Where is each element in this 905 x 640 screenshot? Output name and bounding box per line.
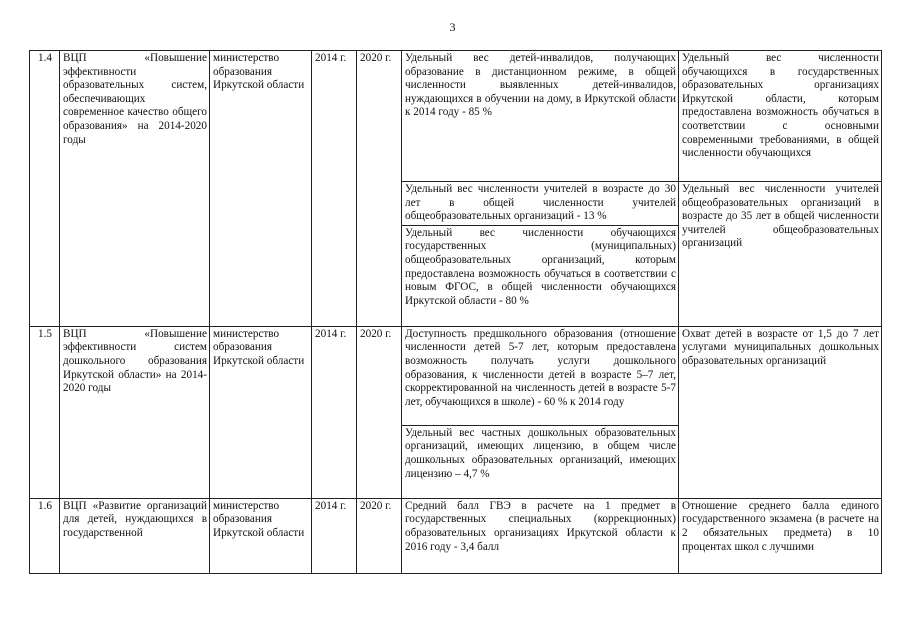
executor: министерство образования Иркутской области: [210, 326, 312, 498]
result-cell: Удельный вес численности учителей общеобразовательных организаций в возрасте до 35 лет в общей численности учителей общеобразовательных организаций: [679, 182, 882, 327]
table-row: [30, 326, 882, 425]
start-year: 2014 г.: [312, 51, 357, 327]
indicator-cell: Средний балл ГВЭ в расчете на 1 предмет в государственных специальных (коррекционных) образовательных организациях Иркутской области к 2016 году - 3,4 балл: [402, 498, 679, 573]
end-year: 2020 г.: [357, 498, 402, 573]
program-name: ВЦП «Повышение эффективности систем дошкольного образования Иркутской области» на 2014-2020 годы: [60, 326, 210, 498]
row-number: 1.5: [30, 326, 60, 498]
indicator-cell: Удельный вес частных дошкольных образовательных организаций, имеющих лицензию, в общем числе дошкольных образовательных организаций, имеющих лицензию – 4,7 %: [402, 425, 679, 498]
indicator-cell: Удельный вес численности обучающихся государственных (муниципальных) общеобразовательных организаций, которым предоставлена возможность обучаться в соответствии с новым ФГОС, в общей численности обучающихся Иркутской области - 80 %: [402, 225, 679, 326]
executor: министерство образования Иркутской области: [210, 498, 312, 573]
program-name: ВЦП «Повышение эффективности образовательных систем, обеспечивающих современное качество общего образования» на 2014-2020 годы: [60, 51, 210, 327]
indicator-cell: Доступность предшкольного образования (отношение численности детей 5-7 лет, которым предоставлена возможность получать услуги дошкольного образования, к численности детей в возрасте 5–7 лет, скорректированной на численность детей в возрасте 5-7 лет, обучающихся в школе) - 60 % к 2014 году: [402, 326, 679, 425]
row-number: 1.6: [30, 498, 60, 573]
table-row: [30, 498, 882, 573]
page-number: 3: [449, 20, 456, 34]
indicator-cell: Удельный вес детей-инвалидов, получающих образование в дистанционном режиме, в общей численности выявленных детей-инвалидов, нуждающихся в обучении на дому, в Иркутской области к 2014 году - 85 %: [402, 51, 679, 182]
start-year: 2014 г.: [312, 326, 357, 498]
table-row: [30, 51, 882, 182]
row-number: 1.4: [30, 51, 60, 327]
program-table: [29, 50, 882, 574]
executor: министерство образования Иркутской области: [210, 51, 312, 327]
indicator-cell: Удельный вес численности учителей в возрасте до 30 лет в общей численности учителей общеобразовательных организаций - 13 %: [402, 182, 679, 226]
result-cell: Отношение среднего балла единого государственного экзамена (в расчете на 2 обязательных предмета) в 10 процентах школ с лучшими: [679, 498, 882, 573]
result-cell: Охват детей в возрасте от 1,5 до 7 лет услугами муниципальных дошкольных образовательных организаций: [679, 326, 882, 498]
end-year: 2020 г.: [357, 326, 402, 498]
start-year: 2014 г.: [312, 498, 357, 573]
end-year: 2020 г.: [357, 51, 402, 327]
result-cell: Удельный вес численности обучающихся в государственных образовательных организациях Иркутской области, которым предоставлена возможность обучаться в соответствии с основными современными требованиями, в общей численности обучающихся: [679, 51, 882, 182]
program-name: ВЦП «Развитие организаций для детей, нуждающихся в государственной: [60, 498, 210, 573]
